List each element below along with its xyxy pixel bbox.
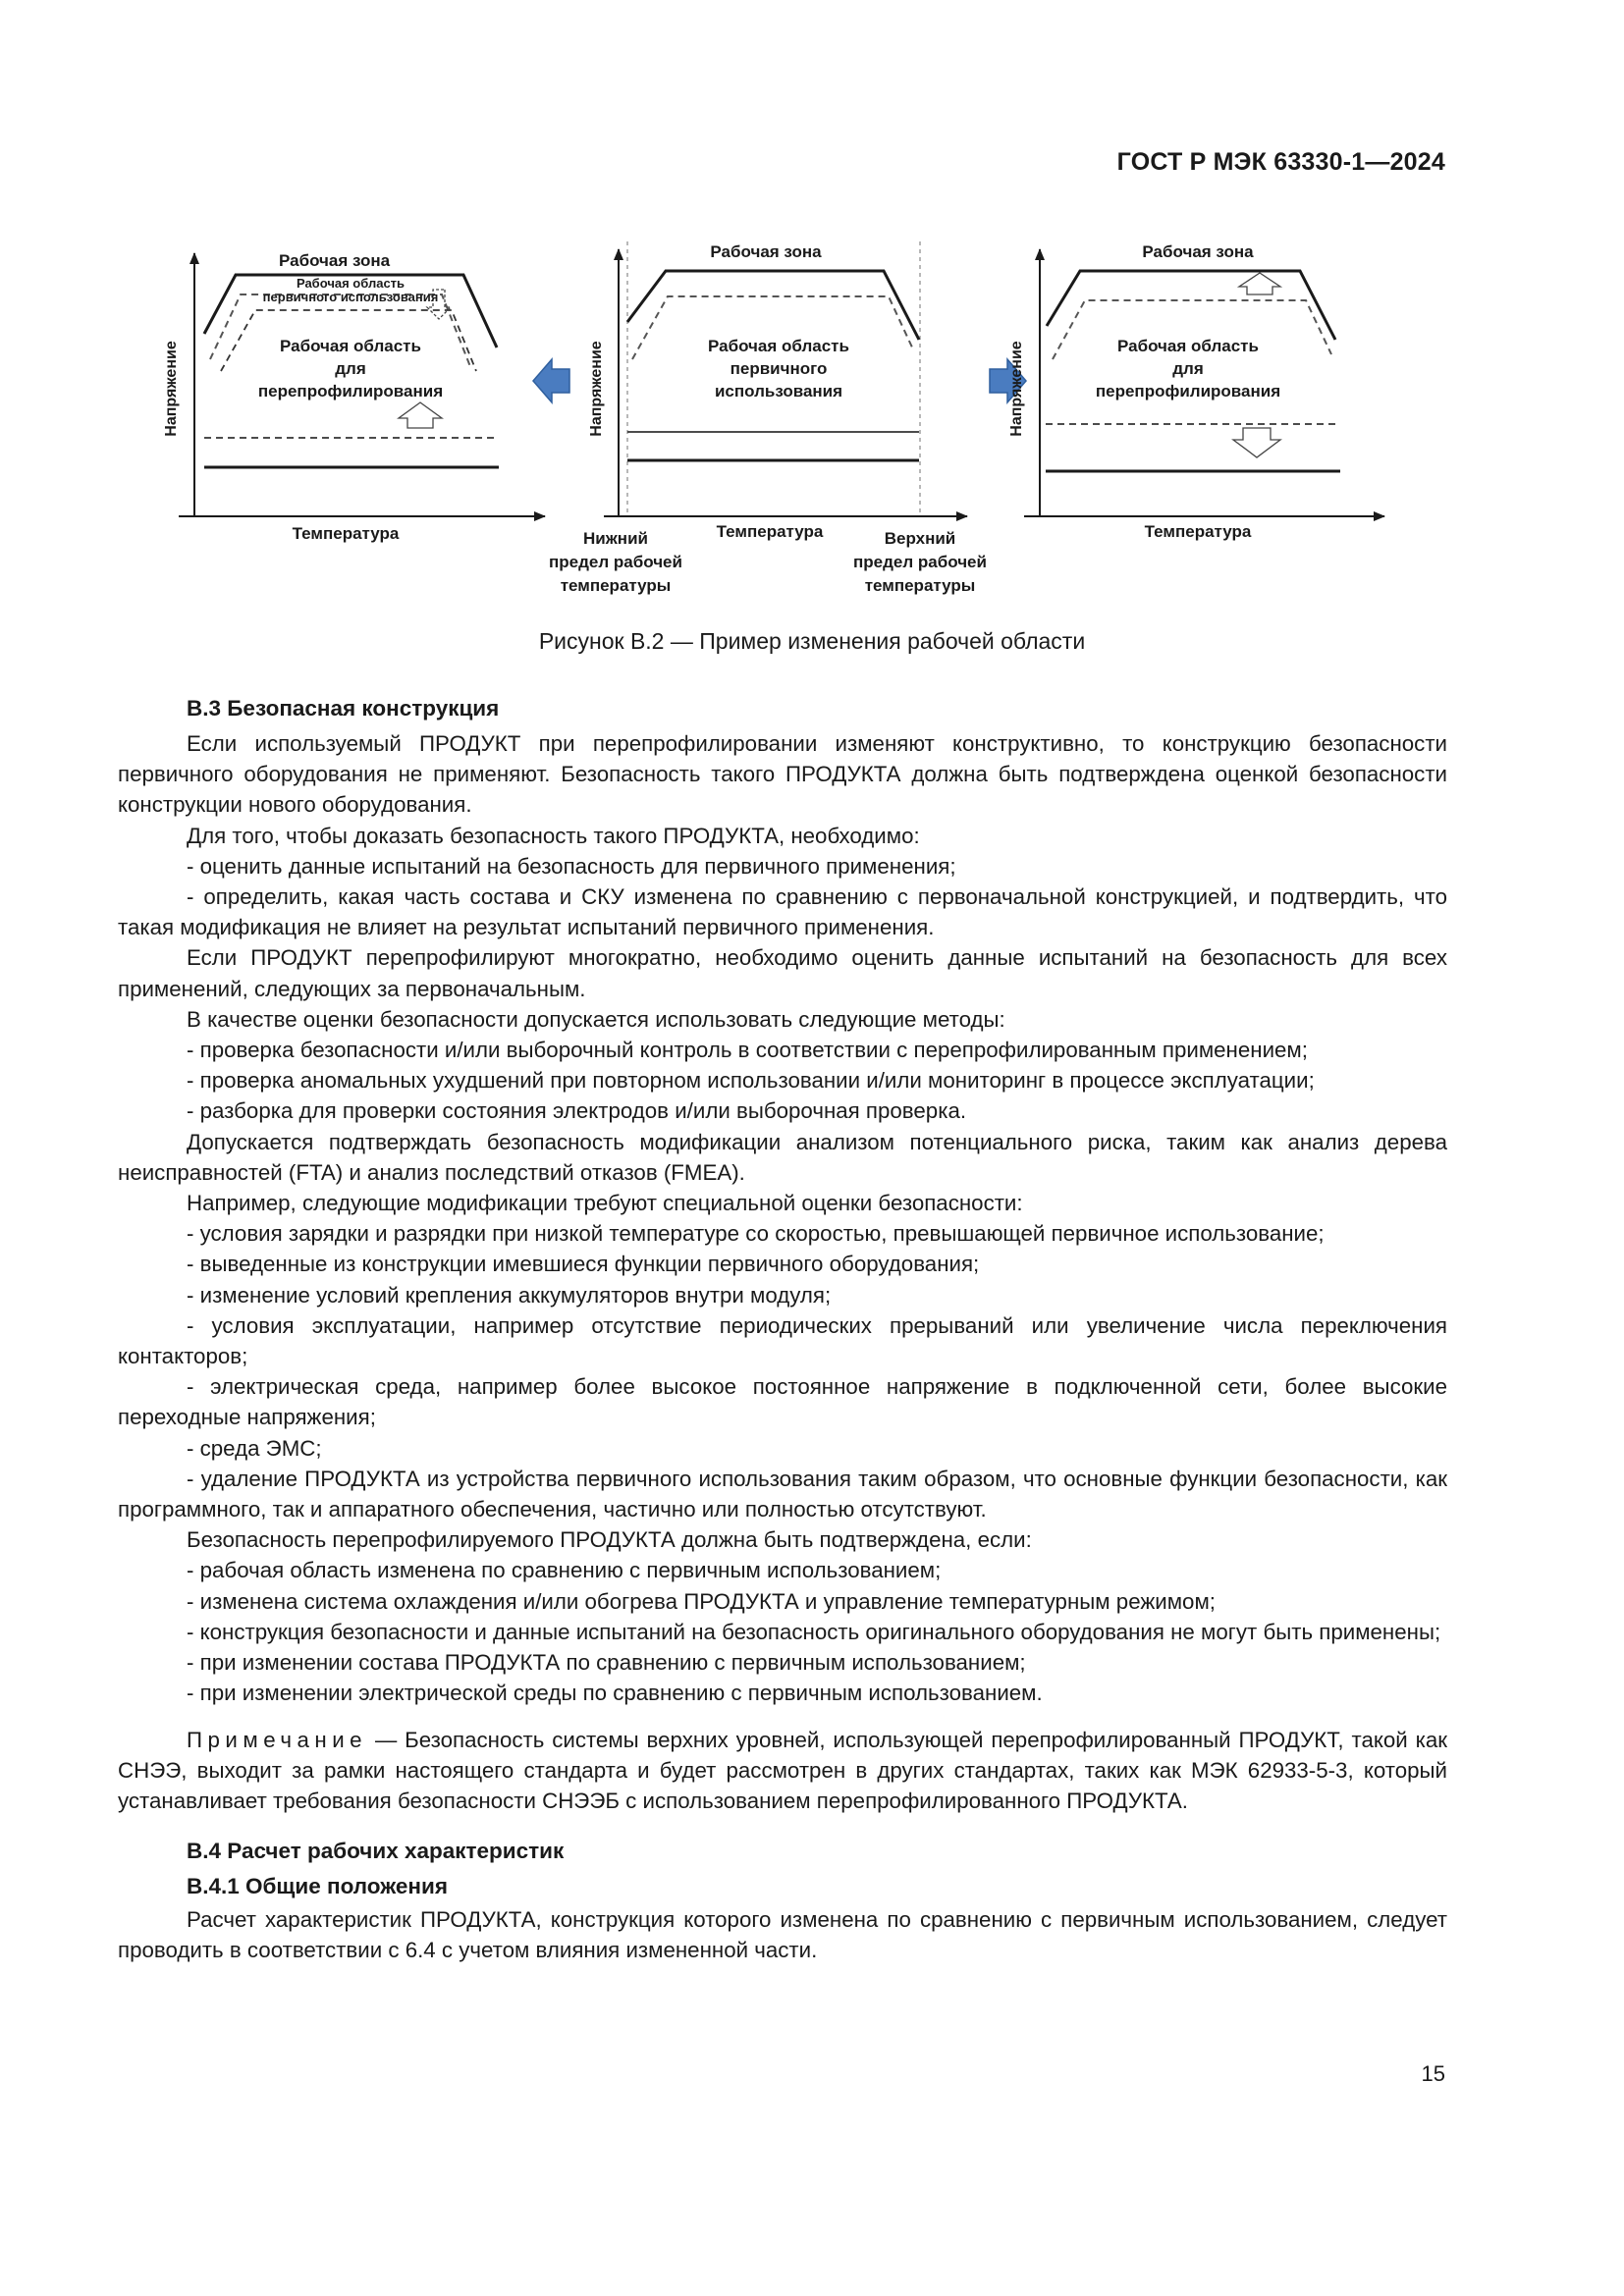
primary-area-outline <box>210 294 471 369</box>
working-zone-outline <box>627 271 919 340</box>
paragraph: Если ПРОДУКТ перепрофилируют многократно, необходимо оценить данные испытаний на безопасность для всех применений, следующих за первоначальным. <box>118 945 1447 1001</box>
repurpose-label-1: Рабочая область <box>1117 337 1259 355</box>
paragraph: Безопасность перепрофилируемого ПРОДУКТА должна быть подтверждена, если: <box>187 1527 1032 1553</box>
note-text: — Безопасность системы верхних уровней, использующей перепрофилированный ПРОДУКТ, такой как СНЭЭ, выходит за рамки настоящего стандарта и будет рассмотрен в других стандартах, таких как МЭК 62933-5-3, который устанавливает требования безопасности СНЭЭБ с использованием перепрофилированного ПРОДУКТА. <box>118 1727 1447 1813</box>
main-text <box>118 693 1447 1966</box>
note-label: Примечание <box>187 1727 368 1752</box>
repurpose-label-1: Рабочая область <box>280 337 421 355</box>
panel-center <box>549 241 987 595</box>
up-arrow-icon <box>399 402 442 428</box>
panel-right <box>1008 242 1384 541</box>
page-number: 15 <box>1421 2061 1445 2086</box>
paragraph: В качестве оценки безопасности допускается использовать следующие методы: <box>187 1006 1005 1032</box>
list-item: - проверка безопасности и/или выборочный контроль в соответствии с перепрофилированным применением; <box>187 1038 1308 1063</box>
b3-body <box>118 728 1447 1709</box>
paragraph: Для того, чтобы доказать безопасность такого ПРОДУКТА, необходимо: <box>187 823 920 848</box>
paragraph: Например, следующие модификации требуют специальной оценки безопасности: <box>187 1191 1023 1216</box>
zone-title: Рабочая зона <box>279 251 391 270</box>
list-item: - условия эксплуатации, например отсутствие периодических прерываний или увеличение числа переключения контакторов; <box>118 1312 1447 1369</box>
upper-limit-label-1: Верхний <box>884 529 956 548</box>
list-item: - среда ЭМС; <box>187 1435 322 1461</box>
repurpose-label-2: для <box>335 359 366 378</box>
list-item: - удаление ПРОДУКТА из устройства первичного использования таким образом, что основные функции безопасности, как программного, так и аппаратного обеспечения, частично или полностью отсутствуют. <box>118 1466 1447 1522</box>
note <box>118 1725 1447 1817</box>
primary-area-label-2: первичного использования <box>262 290 439 304</box>
list-item: - оценить данные испытаний на безопасность для первичного применения; <box>187 853 956 879</box>
list-item: - рабочая область изменена по сравнению с первичным использованием; <box>187 1558 942 1583</box>
lower-limit-label-1: Нижний <box>583 529 648 548</box>
upper-limit-label-2: предел рабочей <box>853 553 987 571</box>
area-label-2: первичного <box>730 359 828 378</box>
upper-limit-label-3: температуры <box>864 576 976 595</box>
section-heading-b3: В.3 Безопасная конструкция <box>187 696 500 721</box>
figure-b2 <box>157 232 1394 605</box>
panel-left <box>163 251 545 543</box>
list-item: - при изменении состава ПРОДУКТА по сравнению с первичным использованием; <box>187 1650 1026 1676</box>
x-axis-label: Температура <box>716 522 824 541</box>
paragraph: Если используемый ПРОДУКТ при перепрофилировании изменяют конструктивно, то конструкцию безопасности первичного оборудования не применяют. Безопасность такого ПРОДУКТА должна быть подтверждена оценкой безопасности конструкции нового оборудования. <box>118 731 1447 818</box>
y-axis-label: Напряжение <box>588 341 605 437</box>
list-item: - при изменении электрической среды по сравнению с первичным использованием. <box>187 1681 1043 1706</box>
x-axis-label: Температура <box>1144 522 1252 541</box>
section-heading-b4: В.4 Расчет рабочих характеристик <box>187 1839 565 1864</box>
y-axis-label: Напряжение <box>1008 341 1025 437</box>
list-item: - проверка аномальных ухудшений при повторном использовании и/или мониторинг в процессе эксплуатации; <box>187 1068 1315 1094</box>
list-item: - электрическая среда, например более высокое постоянное напряжение в подключенной сети, более высокие переходные напряжения; <box>118 1374 1447 1430</box>
x-axis-label: Температура <box>292 524 400 543</box>
y-axis-label: Напряжение <box>163 341 180 437</box>
zone-title: Рабочая зона <box>1142 242 1254 261</box>
working-zone-outline <box>1047 271 1335 340</box>
down-arrow-icon <box>1233 428 1280 457</box>
arrow-left-icon <box>533 359 569 402</box>
up-arrow-icon <box>1239 273 1280 294</box>
list-item: - изменение условий крепления аккумуляторов внутри модуля; <box>187 1282 832 1308</box>
paragraph: Допускается подтверждать безопасность модификации анализом потенциального риска, таким как анализ дерева неисправностей (FTA) и анализ последствий отказов (FMEA). <box>118 1129 1447 1185</box>
area-label-1: Рабочая область <box>708 337 849 355</box>
repurpose-label-2: для <box>1172 359 1204 378</box>
document-code: ГОСТ Р МЭК 63330-1—2024 <box>1116 148 1445 176</box>
zone-title: Рабочая зона <box>710 242 822 261</box>
list-item: - изменена система охлаждения и/или обогрева ПРОДУКТА и управление температурным режимом; <box>187 1588 1216 1614</box>
primary-area-label-1: Рабочая область <box>296 276 406 291</box>
area-label-3: использования <box>714 382 843 400</box>
lower-limit-label-2: предел рабочей <box>549 553 682 571</box>
paragraph: Расчет характеристик ПРОДУКТА, конструкция которого изменена по сравнению с первичным использованием, следует проводить в соответствии с 6.4 с учетом влияния измененной части. <box>118 1907 1447 1963</box>
repurpose-label-3: перепрофилирования <box>257 382 444 400</box>
list-item: - выведенные из конструкции имевшиеся функции первичного оборудования; <box>187 1252 980 1277</box>
figure-caption: Рисунок В.2 — Пример изменения рабочей области <box>538 628 1086 654</box>
section-heading-b41: В.4.1 Общие положения <box>187 1874 448 1899</box>
repurpose-label-3: перепрофилирования <box>1095 382 1281 400</box>
lower-limit-label-3: температуры <box>560 576 672 595</box>
list-item: - конструкция безопасности и данные испытаний на безопасность оригинального оборудования не могут быть применены; <box>187 1619 1441 1644</box>
operating-area-diagram <box>157 232 1394 605</box>
list-item: - условия зарядки и разрядки при низкой температуре со скоростью, превышающей первичное использование; <box>187 1221 1325 1247</box>
list-item: - разборка для проверки состояния электродов и/или выборочная проверка. <box>187 1098 967 1124</box>
list-item: - определить, какая часть состава и СКУ изменена по сравнению с первоначальной конструкцией, и подтвердить, что такая модификация не влияет на результат испытаний первичного применения. <box>118 884 1447 940</box>
